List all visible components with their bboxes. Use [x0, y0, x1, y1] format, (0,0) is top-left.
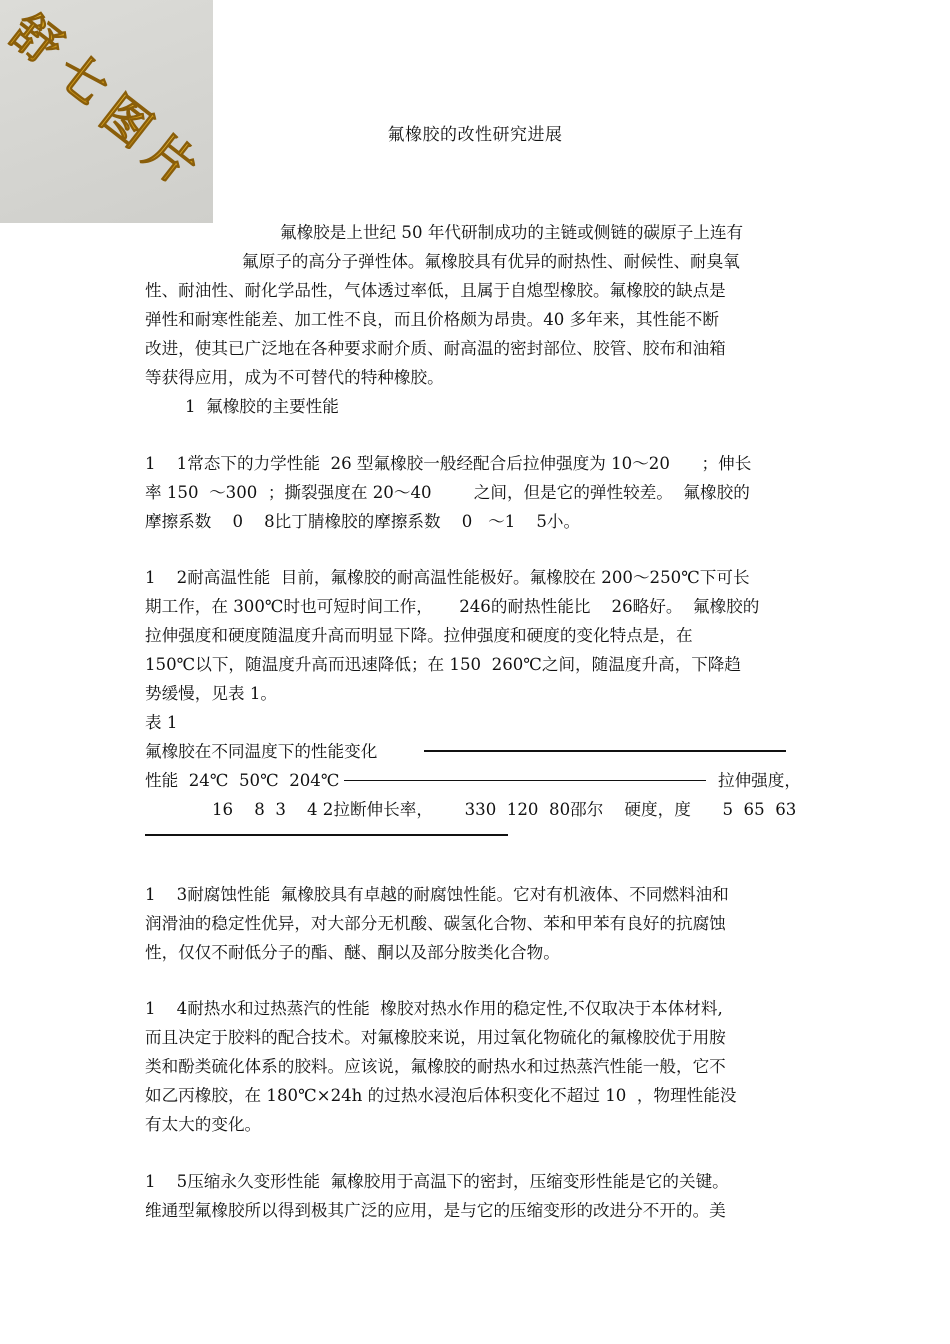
- paragraph-line: 1 4耐热水和过热蒸汽的性能 橡胶对热水作用的稳定性,不仅取决于本体材料,: [145, 999, 723, 1018]
- paragraph-line: 1 2耐高温性能 目前，氟橡胶的耐高温性能极好。氟橡胶在 200～250℃下可长: [145, 568, 750, 587]
- paragraph-line: 期工作，在 300℃时也可短时间工作， 246的耐热性能比 26略好。 氟橡胶的: [145, 597, 760, 616]
- table-bottom-rule: [145, 834, 508, 836]
- watermark-stamp: [0, 0, 213, 223]
- paragraph-line: 1 3耐腐蚀性能 氟橡胶具有卓越的耐腐蚀性能。它对有机液体、不同燃料油和: [145, 885, 729, 904]
- table-top-rule: [424, 750, 786, 752]
- svg-text:图: 图: [89, 85, 163, 159]
- paragraph-line: 类和酚类硫化体系的胶料。应该说，氟橡胶的耐热水和过热蒸汽性能一般，它不: [145, 1057, 726, 1076]
- intro-line: 氟橡胶是上世纪 50 年代研制成功的主链或侧链的碳原子上连有: [280, 223, 744, 242]
- watermark-calligraphy: [0, 0, 213, 223]
- table-header-row: 性能 24℃ 50℃ 204℃: [145, 771, 340, 790]
- paragraph-line: 150℃以下，随温度升高而迅速降低；在 150 260℃之间，随温度升高，下降趋: [145, 655, 741, 674]
- paragraph-line: 性，仅仅不耐低分子的酯、醚、酮以及部分胺类化合物。: [145, 943, 560, 962]
- paragraph-line: 1 5压缩永久变形性能 氟橡胶用于高温下的密封，压缩变形性能是它的关键。: [145, 1172, 729, 1191]
- section-heading: 1 氟橡胶的主要性能: [185, 397, 339, 416]
- table-data-row: 16 8 3 4 2拉断伸长率， 330 120 80邵尔 硬度，度 5 65 63: [212, 800, 797, 819]
- paragraph-line: 润滑油的稳定性优异，对大部分无机酸、碳氢化合物、苯和甲苯有良好的抗腐蚀: [145, 914, 726, 933]
- intro-line: 性、耐油性、耐化学品性，气体透过率低，且属于自熄型橡胶。氟橡胶的缺点是: [145, 281, 726, 300]
- table-caption: 氟橡胶在不同温度下的性能变化: [145, 742, 378, 761]
- paragraph-line: 维通型氟橡胶所以得到极其广泛的应用，是与它的压缩变形的改进分不开的。美: [145, 1201, 726, 1220]
- paragraph-line: 率 150 ～300 ；撕裂强度在 20～40 之间，但是它的弹性较差。 氟橡胶的: [145, 483, 750, 502]
- svg-text:舒: 舒: [0, 3, 73, 77]
- paragraph-line: 摩擦系数 0 8比丁腈橡胶的摩擦系数 0 ～1 5小。: [145, 512, 581, 531]
- paragraph-line: 拉伸强度和硬度随温度升高而明显下降。拉伸强度和硬度的变化特点是，在: [145, 626, 693, 645]
- document-title: 氟橡胶的改性研究进展: [387, 125, 563, 145]
- intro-line: 等获得应用，成为不可替代的特种橡胶。: [145, 368, 444, 387]
- svg-text:片: 片: [133, 123, 207, 197]
- paragraph-line: 1 1常态下的力学性能 26 型氟橡胶一般经配合后拉伸强度为 10～20 ；伸长: [145, 454, 752, 473]
- table-header-tail: 拉伸强度，: [718, 771, 801, 790]
- intro-line: 改进，使其已广泛地在各种要求耐介质、耐高温的密封部位、胶管、胶布和油箱: [145, 339, 726, 358]
- paragraph-line: 有太大的变化。: [145, 1115, 262, 1134]
- intro-line: 弹性和耐寒性能差、加工性不良，而且价格颇为昂贵。40 多年来，其性能不断: [145, 310, 719, 329]
- paragraph-line: 势缓慢，见表 1。: [145, 684, 277, 703]
- paragraph-line: 而且决定于胶料的配合技术。对氟橡胶来说，用过氧化物硫化的氟橡胶优于用胺: [145, 1028, 726, 1047]
- paragraph-line: 如乙丙橡胶，在 180℃×24h 的过热水浸泡后体积变化不超过 10 ，物理性能没: [145, 1086, 737, 1105]
- table-label: 表 1: [145, 713, 178, 732]
- intro-line: 氟原子的高分子弹性体。氟橡胶具有优异的耐热性、耐候性、耐臭氧: [242, 252, 740, 271]
- table-mid-rule: [344, 780, 706, 781]
- svg-text:七: 七: [45, 43, 119, 117]
